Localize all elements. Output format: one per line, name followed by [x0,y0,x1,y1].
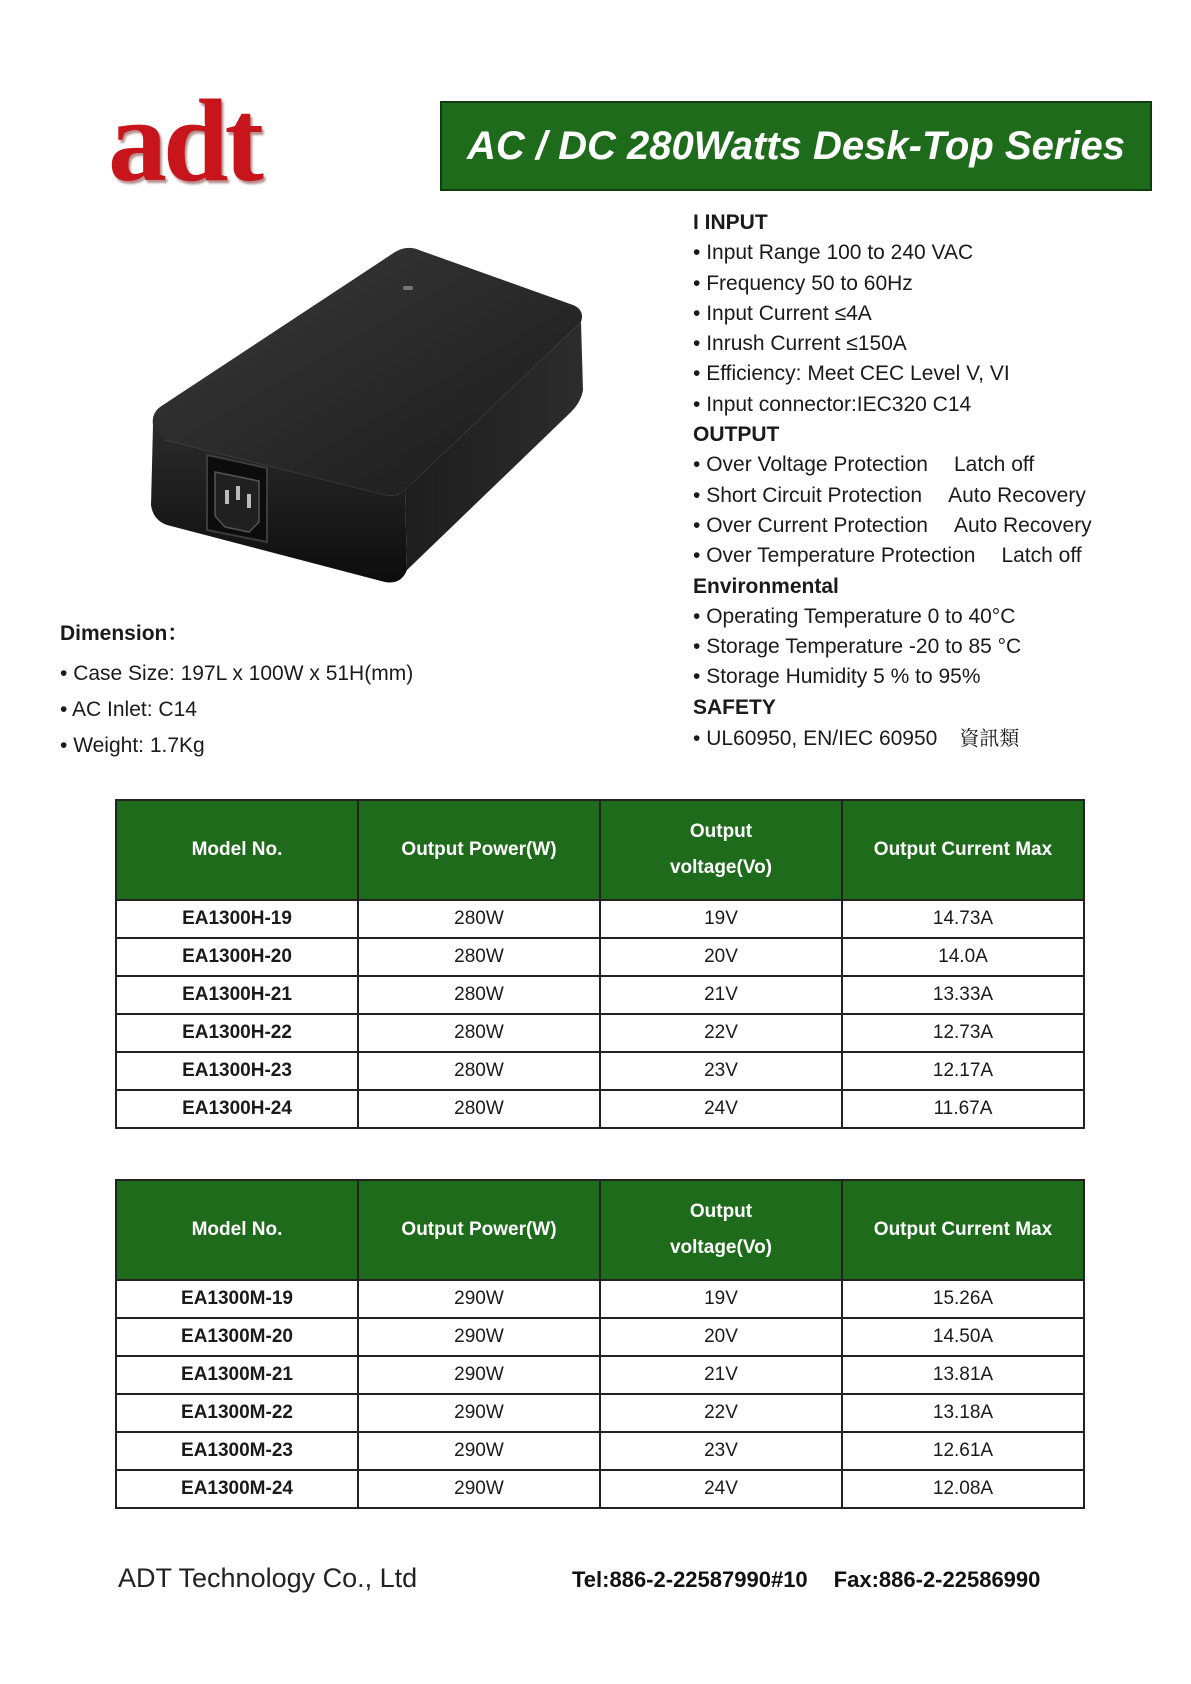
cell-current: 13.33A [842,976,1084,1014]
model-table-m [115,1179,1085,1509]
input-item: • Frequency 50 to 60Hz [693,271,913,295]
specifications [693,208,1163,754]
safety-item: • UL60950, EN/IEC 60950 資訊類 [693,726,1020,751]
cell-voltage: 21V [600,1356,842,1394]
contact-info [572,1567,1040,1593]
dimension-section [60,616,413,764]
table-header-row [116,1180,1084,1280]
environmental-item: • Operating Temperature 0 to 40°C [693,604,1016,628]
cell-model: EA1300M-23 [116,1432,358,1470]
cell-power: 290W [358,1470,600,1508]
input-item: • Input Current ≤4A [693,301,872,325]
table-row [116,938,1084,976]
cell-voltage: 20V [600,938,842,976]
company-name: ADT Technology Co., Ltd [118,1563,418,1593]
table-row [116,1014,1084,1052]
header-power: Output Power(W) [358,800,600,900]
cell-current: 15.26A [842,1280,1084,1318]
safety-cjk-label: 資訊類 [959,726,1020,751]
cell-current: 14.50A [842,1318,1084,1356]
cell-voltage: 24V [600,1470,842,1508]
cell-current: 12.61A [842,1432,1084,1470]
cell-current: 12.17A [842,1052,1084,1090]
environmental-heading: Environmental [693,574,839,598]
cell-model: EA1300M-21 [116,1356,358,1394]
cell-power: 290W [358,1318,600,1356]
input-item: • Input connector:IEC320 C14 [693,392,972,416]
table-row [116,1432,1084,1470]
telephone: Tel:886-2-22587990#10 [572,1567,808,1592]
model-table-h [115,799,1085,1129]
table-row [116,1090,1084,1128]
cell-voltage: 23V [600,1052,842,1090]
cell-voltage: 22V [600,1014,842,1052]
input-item: • Input Range 100 to 240 VAC [693,241,974,265]
cell-current: 12.08A [842,1470,1084,1508]
cell-model: EA1300H-20 [116,938,358,976]
table-row [116,976,1084,1014]
cell-power: 290W [358,1280,600,1318]
cell-power: 280W [358,1052,600,1090]
table-row [116,1052,1084,1090]
cell-model: EA1300M-20 [116,1318,358,1356]
fax: Fax:886-2-22586990 [833,1567,1041,1592]
cell-model: EA1300H-23 [116,1052,358,1090]
input-heading: I INPUT [693,211,768,234]
table-header-row [116,800,1084,900]
environmental-item: • Storage Temperature -20 to 85 °C [693,635,1022,659]
dimension-item: • Case Size: 197L x 100W x 51H(mm) [60,662,414,685]
title-banner [440,101,1152,191]
cell-voltage: 24V [600,1090,842,1128]
cell-power: 280W [358,938,600,976]
dimension-item: • AC Inlet: C14 [60,698,197,721]
cell-current: 13.18A [842,1394,1084,1432]
page-title: AC / DC 280Watts Desk-Top Series [467,123,1125,168]
cell-model: EA1300H-24 [116,1090,358,1128]
cell-model: EA1300M-22 [116,1394,358,1432]
cell-current: 12.73A [842,1014,1084,1052]
output-item: • Over Voltage Protection Latch off [693,453,1035,477]
table-row [116,900,1084,938]
header-voltage: Output voltage(Vo) [600,800,842,900]
cell-current: 11.67A [842,1090,1084,1128]
cell-voltage: 19V [600,1280,842,1318]
cell-power: 280W [358,1090,600,1128]
cell-model: EA1300M-19 [116,1280,358,1318]
environmental-item: • Storage Humidity 5 % to 95% [693,665,981,689]
cell-current: 14.73A [842,900,1084,938]
header-current: Output Current Max [842,800,1084,900]
output-item: • Short Circuit Protection Auto Recovery [693,483,1086,507]
cell-model: EA1300M-24 [116,1470,358,1508]
cell-power: 280W [358,1014,600,1052]
output-item: • Over Temperature Protection Latch off [693,544,1082,568]
header-voltage: Output voltage(Vo) [600,1180,842,1280]
cell-power: 290W [358,1356,600,1394]
dimension-item: • Weight: 1.7Kg [60,734,205,757]
company-logo [108,75,343,206]
cell-voltage: 23V [600,1432,842,1470]
header-model: Model No. [116,800,358,900]
table-row [116,1318,1084,1356]
power-adapter-image [145,240,585,600]
safety-heading: SAFETY [693,695,776,719]
cell-voltage: 21V [600,976,842,1014]
cell-voltage: 20V [600,1318,842,1356]
output-heading: OUTPUT [693,423,780,447]
header-model: Model No. [116,1180,358,1280]
cell-model: EA1300H-21 [116,976,358,1014]
cell-model: EA1300H-19 [116,900,358,938]
table-row [116,1356,1084,1394]
header-current: Output Current Max [842,1180,1084,1280]
dimension-heading: Dimension： [60,622,189,645]
cell-voltage: 22V [600,1394,842,1432]
input-item: • Inrush Current ≤150A [693,332,907,356]
logo-text: adt [108,75,260,206]
cell-power: 290W [358,1432,600,1470]
table-row [116,1280,1084,1318]
cell-current: 13.81A [842,1356,1084,1394]
cell-power: 280W [358,900,600,938]
cell-model: EA1300H-22 [116,1014,358,1052]
table-row [116,1394,1084,1432]
output-item: • Over Current Protection Auto Recovery [693,513,1092,537]
cell-power: 280W [358,976,600,1014]
cell-power: 290W [358,1394,600,1432]
header-power: Output Power(W) [358,1180,600,1280]
input-item: • Efficiency: Meet CEC Level V, VI [693,362,1010,386]
cell-voltage: 19V [600,900,842,938]
cell-current: 14.0A [842,938,1084,976]
table-row [116,1470,1084,1508]
